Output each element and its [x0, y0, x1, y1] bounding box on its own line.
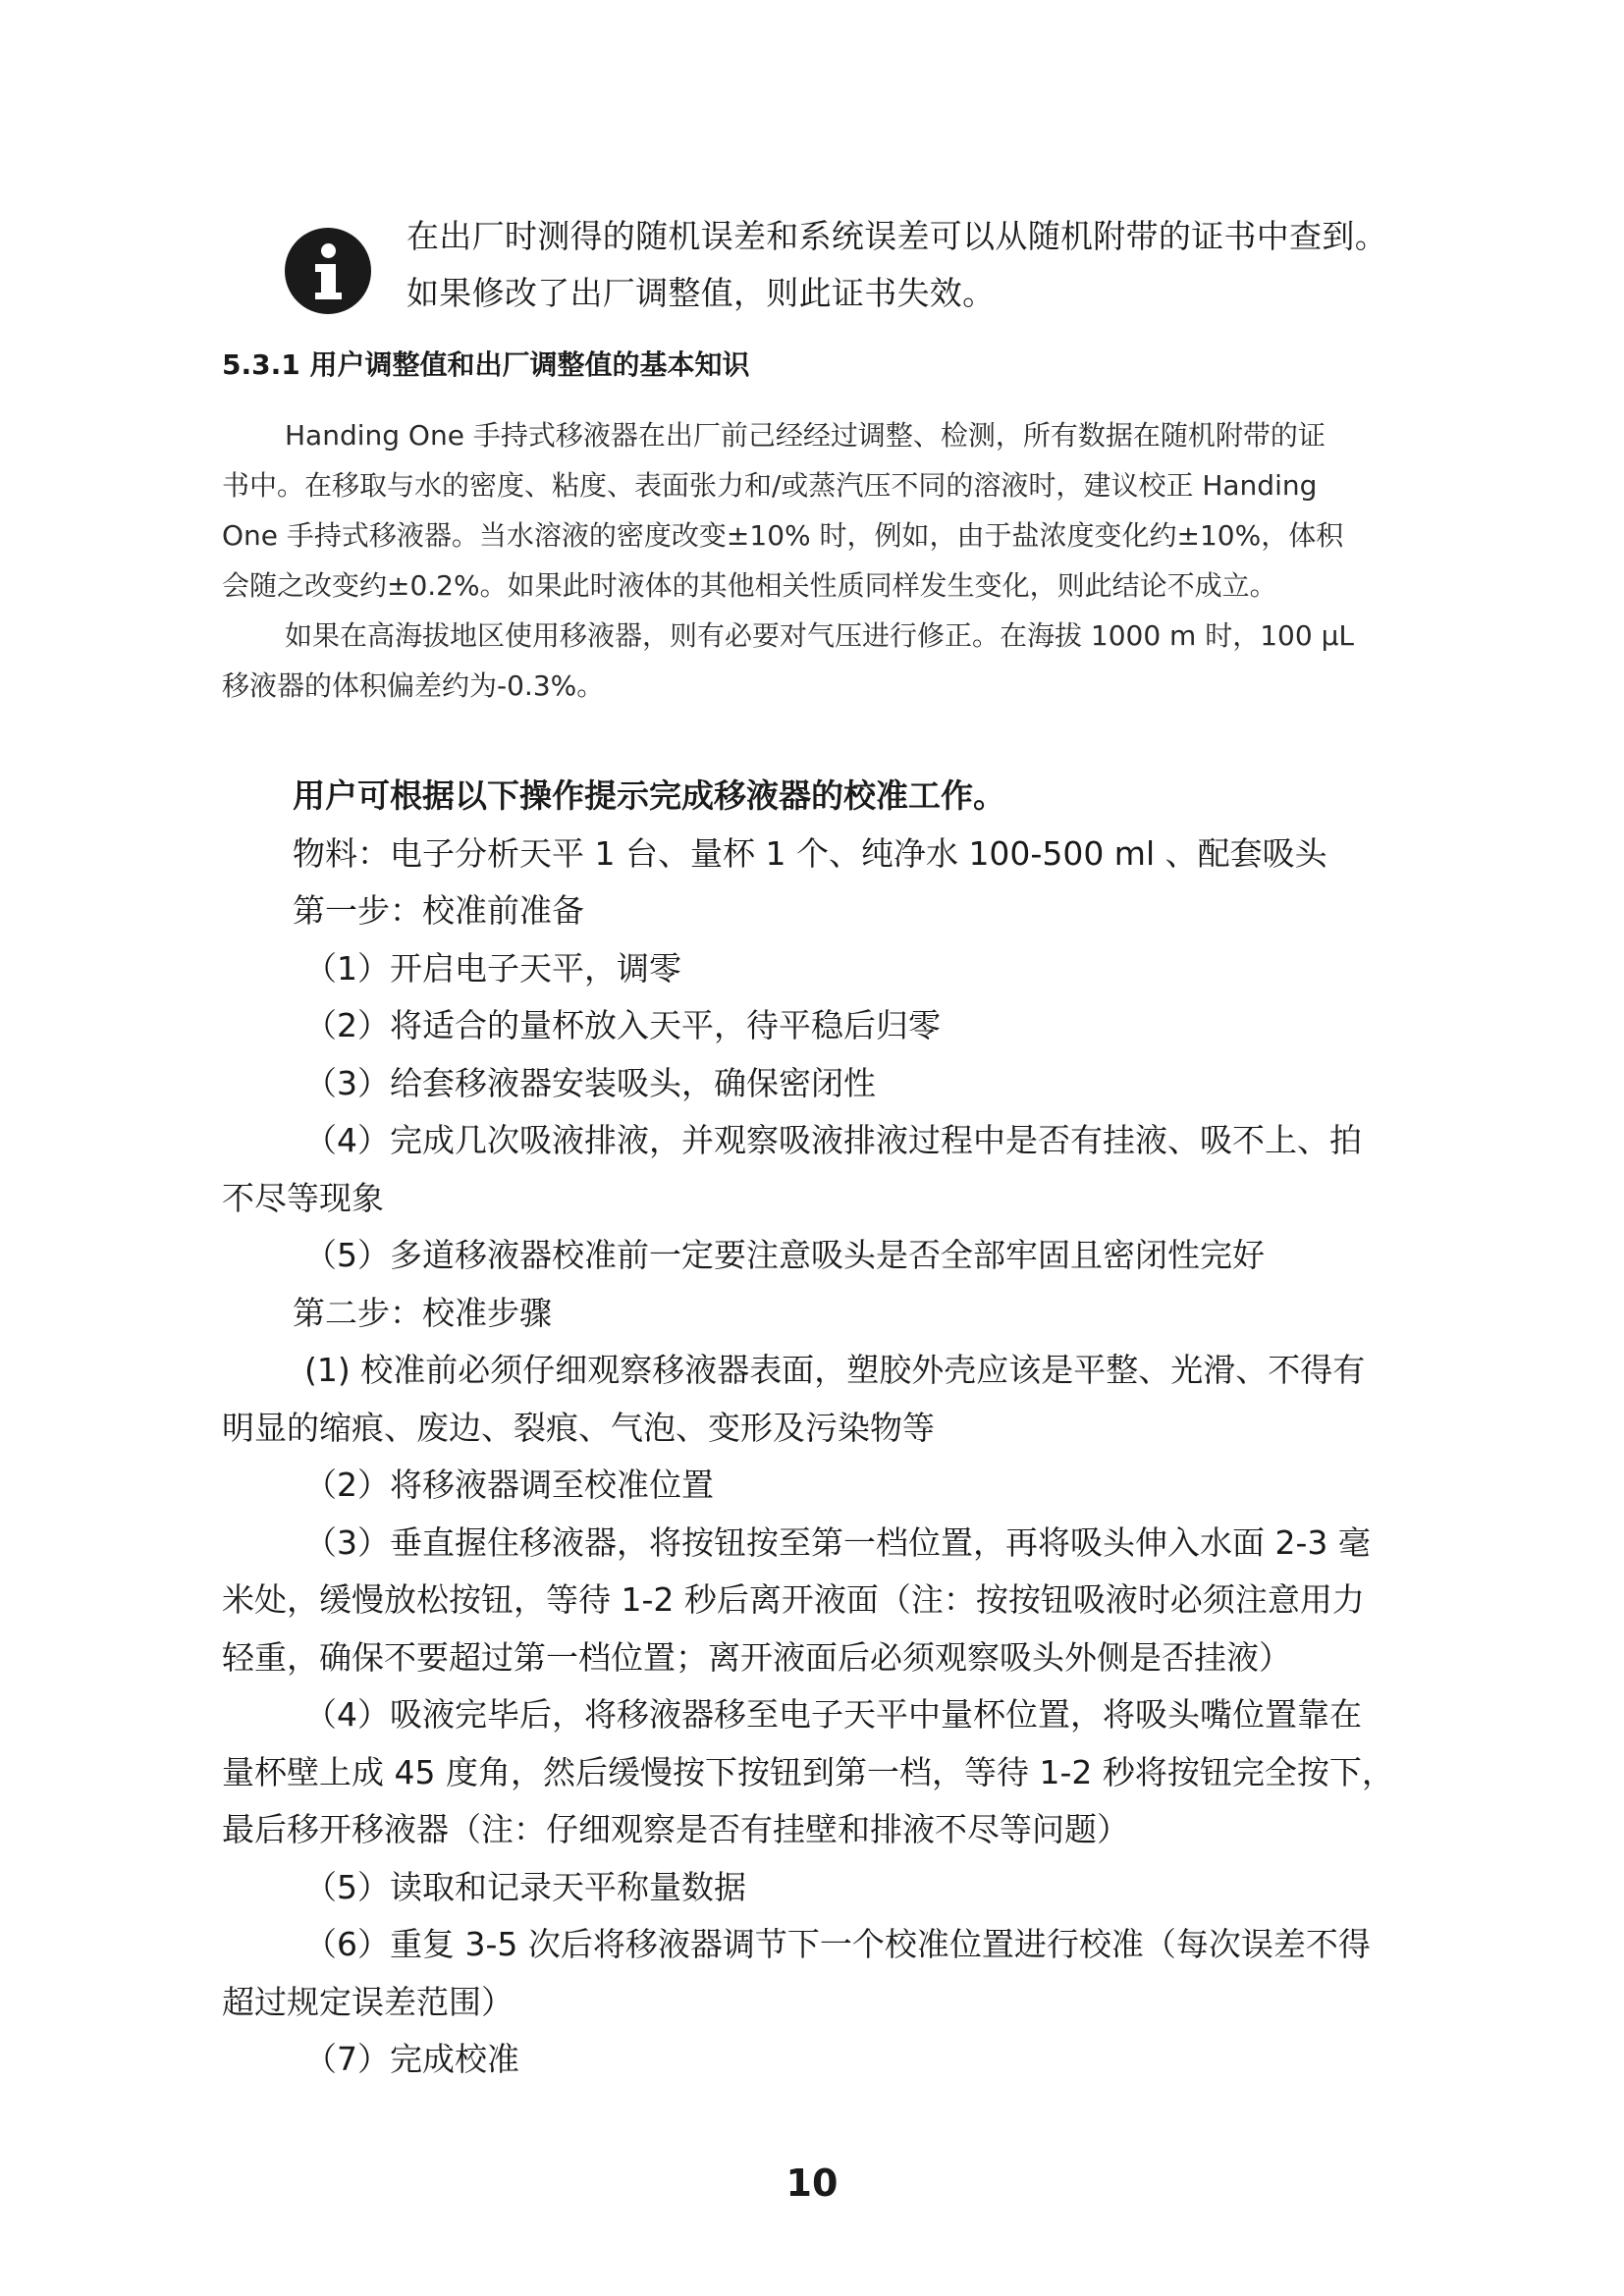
- step-item: （4）完成几次吸液排液，并观察吸液排液过程中是否有挂液、吸不上、拍: [304, 1121, 1362, 1159]
- step-item: （6）重复 3-5 次后将移液器调节下一个校准位置进行校准（每次误差不得: [304, 1925, 1371, 1963]
- note-line: 如果修改了出厂调整值，则此证书失效。: [406, 274, 996, 312]
- step-item: （3）垂直握住移液器，将按钮按至第一档位置，再将吸头伸入水面 2-3 毫: [304, 1522, 1371, 1562]
- materials-line: 物料：电子分析天平 1 台、量杯 1 个、纯净水 100-500 ml 、配套吸头: [293, 833, 1327, 873]
- step-item: （3）给套移液器安装吸头，确保密闭性: [304, 1063, 876, 1102]
- step-item-continued: 量杯壁上成 45 度角，然后缓慢按下按钮到第一档，等待 1-2 秒将按钮完全按下，: [222, 1752, 1394, 1791]
- section-body: [222, 410, 1432, 711]
- info-icon: [285, 228, 371, 314]
- step-item: （7）完成校准: [304, 2040, 519, 2078]
- paragraph-line: 书中。在移取与水的密度、粘度、表面张力和/或蒸汽压不同的溶液时，建议校正 Handing: [222, 469, 1318, 502]
- procedure-title: 用户可根据以下操作提示完成移液器的校准工作。: [293, 776, 1005, 815]
- step-item-continued: 超过规定误差范围）: [222, 1982, 514, 2021]
- step-item-continued: 明显的缩痕、废边、裂痕、气泡、变形及污染物等: [222, 1408, 935, 1447]
- page-number: 10: [785, 2162, 839, 2205]
- step-heading: 第一步：校准前准备: [293, 891, 584, 930]
- step-item: （4）吸液完毕后，将移液器移至电子天平中量杯位置，将吸头嘴位置靠在: [304, 1695, 1362, 1734]
- step-heading: 第二步：校准步骤: [293, 1293, 552, 1332]
- step-item: （2）将移液器调至校准位置: [304, 1466, 714, 1504]
- step-item: （5）读取和记录天平称量数据: [304, 1867, 746, 1906]
- step-item-continued: 最后移开移液器（注：仔细观察是否有挂壁和排液不尽等问题）: [222, 1810, 1129, 1848]
- step-item-continued: 米处，缓慢放松按钮，等待 1-2 秒后离开液面（注：按按钮吸液时必须注意用力: [222, 1580, 1365, 1619]
- step-item-continued: 轻重，确保不要超过第一档位置；离开液面后必须观察吸头外侧是否挂液）: [222, 1637, 1291, 1677]
- step-item: （2）将适合的量杯放入天平，待平稳后归零: [304, 1006, 941, 1044]
- note-line: 在出厂时测得的随机误差和系统误差可以从随机附带的证书中查到。: [406, 217, 1387, 255]
- step-item: （5）多道移液器校准前一定要注意吸头是否全部牢固且密闭性完好: [304, 1236, 1265, 1274]
- step-item: （1）开启电子天平，调零: [304, 948, 681, 988]
- calibration-procedure: [222, 768, 1439, 2089]
- step-item: (1) 校准前必须仔细观察移液器表面，塑胶外壳应该是平整、光滑、不得有: [304, 1351, 1366, 1389]
- paragraph-line: 移液器的体积偏差约为-0.3%。: [222, 669, 605, 702]
- section-heading: 5.3.1 用户调整值和出厂调整值的基本知识: [222, 348, 750, 381]
- step-item-continued: 不尽等现象: [222, 1178, 384, 1217]
- paragraph-line: One 手持式移液器。当水溶液的密度改变±10% 时，例如，由于盐浓度变化约±10%，体积: [222, 519, 1344, 552]
- note-text: [406, 208, 1487, 322]
- paragraph-line: Handing One 手持式移液器在出厂前己经经过调整、检测，所有数据在随机附带的证: [285, 419, 1326, 452]
- paragraph-line: 如果在高海拔地区使用移液器，则有必要对气压进行修正。在海拔 1000 m 时，100 µL: [285, 619, 1354, 652]
- paragraph-line: 会随之改变约±0.2%。如果此时液体的其他相关性质同样发生变化，则此结论不成立。: [222, 569, 1277, 602]
